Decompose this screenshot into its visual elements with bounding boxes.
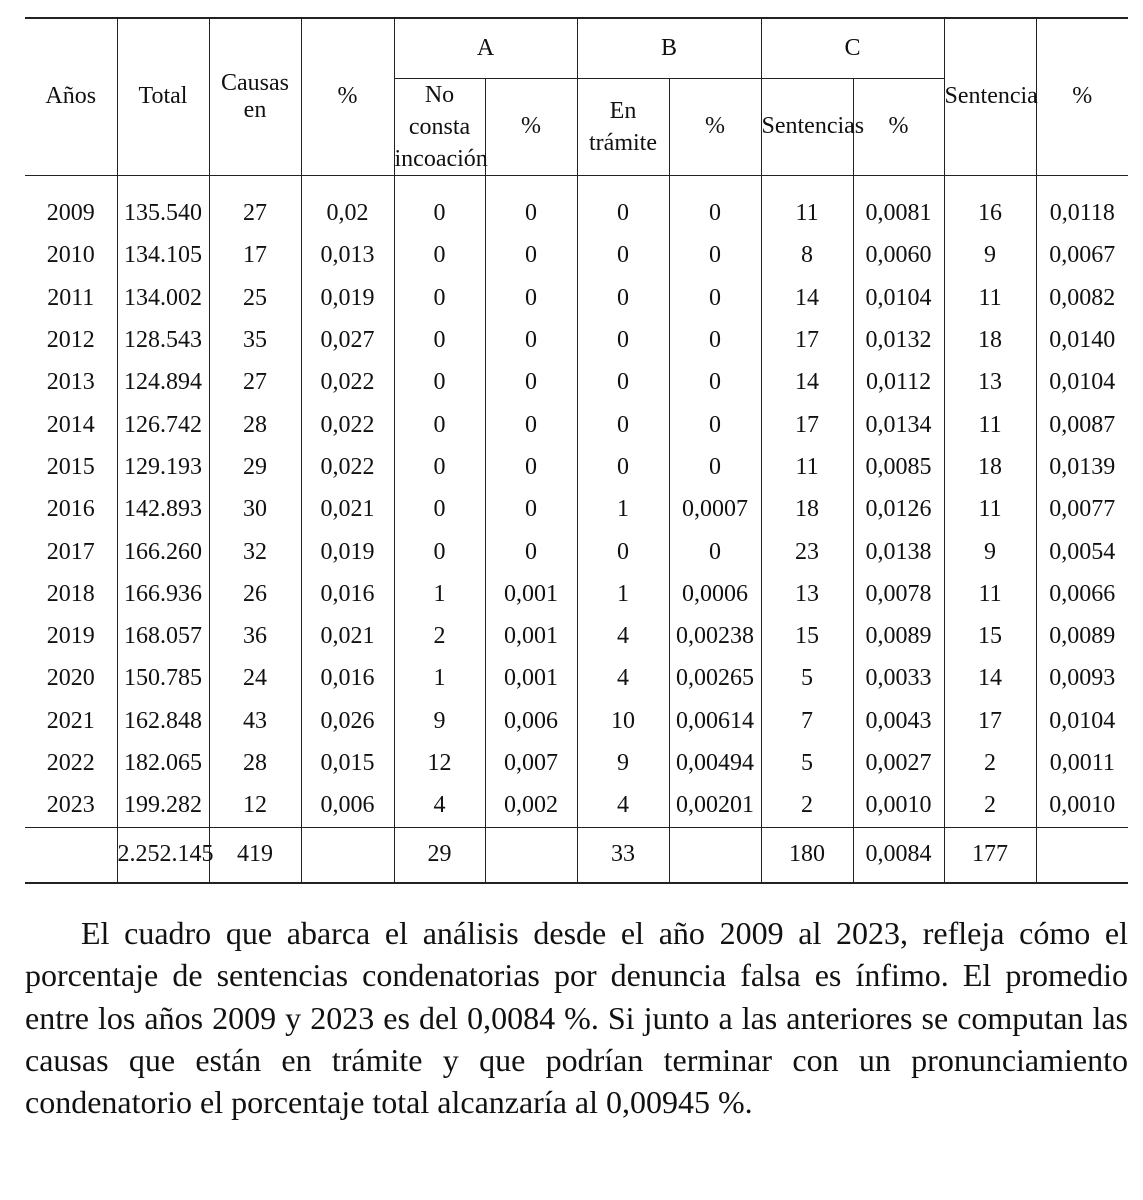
header-sentencias: Sentencias — [761, 78, 853, 175]
table-cell: 11 — [944, 277, 1036, 319]
table-cell: 4 — [577, 658, 669, 700]
table-cell: 0,0027 — [853, 742, 944, 784]
table-cell: 0,021 — [301, 489, 394, 531]
total-cell: 419 — [209, 827, 301, 883]
table-cell: 0,00265 — [669, 658, 761, 700]
table-cell: 12 — [209, 785, 301, 828]
table-cell: 5 — [761, 742, 853, 784]
table-cell: 0,0132 — [853, 319, 944, 361]
header-group-a: A — [394, 18, 577, 78]
table-cell: 0 — [485, 235, 577, 277]
table-cell: 0 — [485, 277, 577, 319]
header-sentencia-percent: % — [1036, 18, 1128, 175]
table-cell: 0,0054 — [1036, 531, 1128, 573]
table-cell: 0,0011 — [1036, 742, 1128, 784]
table-cell: 0 — [485, 319, 577, 361]
table-cell: 0,021 — [301, 615, 394, 657]
table-cell: 0 — [485, 446, 577, 488]
table-cell: 0 — [485, 531, 577, 573]
table-cell: 9 — [577, 742, 669, 784]
table-cell: 18 — [944, 446, 1036, 488]
table-cell: 24 — [209, 658, 301, 700]
table-cell: 2010 — [25, 235, 117, 277]
table-cell: 0 — [394, 531, 485, 573]
table-cell: 1 — [394, 658, 485, 700]
table-cell: 0 — [669, 193, 761, 235]
table-cell: 0,007 — [485, 742, 577, 784]
table-cell: 134.002 — [117, 277, 209, 319]
header-no-consta-incoacion — [394, 78, 488, 175]
table-cell: 0 — [394, 446, 485, 488]
table-cell: 0,001 — [485, 658, 577, 700]
table-row — [25, 277, 1128, 319]
table-cell: 0,0085 — [853, 446, 944, 488]
header-group-b: B — [577, 18, 761, 78]
table-row — [25, 489, 1128, 531]
table-cell: 14 — [944, 658, 1036, 700]
table-cell: 2023 — [25, 785, 117, 828]
table-cell: 0 — [394, 404, 485, 446]
table-cell: 0,0093 — [1036, 658, 1128, 700]
table-cell: 4 — [394, 785, 485, 828]
table-cell: 4 — [577, 785, 669, 828]
table-cell: 12 — [394, 742, 485, 784]
header-b-percent: % — [669, 78, 761, 175]
table-cell: 0 — [669, 362, 761, 404]
table-cell: 0,006 — [485, 700, 577, 742]
table-cell: 0 — [394, 489, 485, 531]
total-cell — [25, 827, 117, 883]
table-cell: 27 — [209, 362, 301, 404]
table-cell: 0 — [669, 319, 761, 361]
table-row — [25, 573, 1128, 615]
table-cell: 124.894 — [117, 362, 209, 404]
table-cell: 17 — [761, 404, 853, 446]
table-cell: 0 — [577, 362, 669, 404]
header-total: Total — [117, 18, 209, 175]
table-row — [25, 615, 1128, 657]
table-cell: 4 — [577, 615, 669, 657]
table-cell: 0 — [394, 319, 485, 361]
table-cell: 0,0139 — [1036, 446, 1128, 488]
table-cell: 15 — [761, 615, 853, 657]
table-cell: 0,0066 — [1036, 573, 1128, 615]
table-body — [25, 175, 1128, 827]
table-cell: 182.065 — [117, 742, 209, 784]
table-cell: 30 — [209, 489, 301, 531]
total-cell — [669, 827, 761, 883]
table-cell: 0 — [669, 235, 761, 277]
table-cell: 32 — [209, 531, 301, 573]
table-cell: 43 — [209, 700, 301, 742]
table-cell: 2016 — [25, 489, 117, 531]
table-cell: 134.105 — [117, 235, 209, 277]
total-cell: 0,0084 — [853, 827, 944, 883]
table-cell: 2021 — [25, 700, 117, 742]
table-cell: 2013 — [25, 362, 117, 404]
table-cell: 0,0118 — [1036, 193, 1128, 235]
header-years: Años — [25, 18, 117, 175]
table-cell: 0 — [577, 446, 669, 488]
table-cell: 0,019 — [301, 277, 394, 319]
table-cell: 0,0089 — [1036, 615, 1128, 657]
table-cell: 25 — [209, 277, 301, 319]
table-cell: 0,00238 — [669, 615, 761, 657]
table-cell: 0,019 — [301, 531, 394, 573]
table-cell: 0,001 — [485, 615, 577, 657]
body-paragraph — [25, 912, 1128, 1123]
table-cell: 0,0087 — [1036, 404, 1128, 446]
paragraph-text: El cuadro que abarca el análisis desde el año 2009 al 2023, refleja cómo el porcentaje de sentencias condenatorias por denuncia falsa es ínfimo. El promedio entre los años 2009 y 2023 es del 0,0084 %. Si junto a las anteriores se computan las causas que están en trámite y que podrían terminar con un pronunciamiento condenatorio el porcentaje total alcanzaría al 0,00945 %. — [25, 915, 1128, 1121]
table-cell: 0,0067 — [1036, 235, 1128, 277]
table-cell: 1 — [577, 489, 669, 531]
table-cell: 11 — [761, 446, 853, 488]
table-cell: 0,0112 — [853, 362, 944, 404]
table-cell: 0 — [577, 531, 669, 573]
header-percent: % — [301, 18, 394, 175]
table-cell: 0,0104 — [1036, 700, 1128, 742]
total-cell: 177 — [944, 827, 1036, 883]
table-cell: 0 — [577, 277, 669, 319]
table-cell: 199.282 — [117, 785, 209, 828]
table-cell: 28 — [209, 742, 301, 784]
table-cell: 2022 — [25, 742, 117, 784]
table-cell: 9 — [944, 235, 1036, 277]
table-cell: 0,00614 — [669, 700, 761, 742]
table-cell: 0,0077 — [1036, 489, 1128, 531]
table-row — [25, 362, 1128, 404]
table-row — [25, 531, 1128, 573]
table-cell: 0 — [394, 362, 485, 404]
table-cell: 16 — [944, 193, 1036, 235]
table-cell: 0,0104 — [1036, 362, 1128, 404]
table-cell: 7 — [761, 700, 853, 742]
table-cell: 0 — [394, 235, 485, 277]
table-cell: 26 — [209, 573, 301, 615]
table-cell: 135.540 — [117, 193, 209, 235]
table-cell: 27 — [209, 193, 301, 235]
table-cell: 0,006 — [301, 785, 394, 828]
table-cell: 2 — [761, 785, 853, 828]
totals-row — [25, 827, 1128, 883]
header-no-consta-line1: No consta — [408, 81, 471, 140]
table-cell: 0,0082 — [1036, 277, 1128, 319]
total-cell — [485, 827, 577, 883]
table-cell: 0,016 — [301, 573, 394, 615]
table-cell: 0,002 — [485, 785, 577, 828]
table-cell: 2 — [394, 615, 485, 657]
total-cell: 29 — [394, 827, 485, 883]
table-cell: 0 — [394, 277, 485, 319]
table-row — [25, 785, 1128, 828]
table-row — [25, 658, 1128, 700]
table-cell: 2015 — [25, 446, 117, 488]
total-cell: 180 — [761, 827, 853, 883]
table-cell: 0,00494 — [669, 742, 761, 784]
table-cell: 17 — [944, 700, 1036, 742]
table-cell: 2017 — [25, 531, 117, 573]
table-cell: 9 — [394, 700, 485, 742]
table-row — [25, 235, 1128, 277]
table-row — [25, 319, 1128, 361]
table-cell: 0,0010 — [853, 785, 944, 828]
table-cell: 0 — [485, 362, 577, 404]
table-cell: 0 — [669, 404, 761, 446]
spacer-row — [25, 175, 1128, 193]
table-cell: 166.260 — [117, 531, 209, 573]
table-cell: 1 — [577, 573, 669, 615]
table-cell: 142.893 — [117, 489, 209, 531]
table-row — [25, 446, 1128, 488]
table-row — [25, 742, 1128, 784]
table-cell: 126.742 — [117, 404, 209, 446]
table-cell: 168.057 — [117, 615, 209, 657]
table-cell: 0,026 — [301, 700, 394, 742]
table-cell: 2019 — [25, 615, 117, 657]
table-cell: 2 — [944, 785, 1036, 828]
table-cell: 0 — [577, 193, 669, 235]
table-cell: 2012 — [25, 319, 117, 361]
table-cell: 0,0140 — [1036, 319, 1128, 361]
header-sentencia: Sentencia — [944, 18, 1036, 175]
table-cell: 0,016 — [301, 658, 394, 700]
table-cell: 11 — [944, 489, 1036, 531]
table-cell: 0 — [577, 235, 669, 277]
table-cell: 0,0126 — [853, 489, 944, 531]
table-cell: 162.848 — [117, 700, 209, 742]
header-group-c: C — [761, 18, 944, 78]
table-cell: 13 — [944, 362, 1036, 404]
statistics-table — [25, 17, 1128, 884]
table-cell: 14 — [761, 362, 853, 404]
table-cell: 9 — [944, 531, 1036, 573]
total-cell — [301, 827, 394, 883]
table-cell: 0,0007 — [669, 489, 761, 531]
table-cell: 0,022 — [301, 404, 394, 446]
header-causas: Causas en — [209, 18, 301, 175]
table-cell: 0,027 — [301, 319, 394, 361]
table-cell: 29 — [209, 446, 301, 488]
table-cell: 17 — [209, 235, 301, 277]
table-cell: 0,0104 — [853, 277, 944, 319]
table-cell: 0,00201 — [669, 785, 761, 828]
table-cell: 8 — [761, 235, 853, 277]
table-cell: 11 — [761, 193, 853, 235]
table-cell: 14 — [761, 277, 853, 319]
table-cell: 128.543 — [117, 319, 209, 361]
table-cell: 2014 — [25, 404, 117, 446]
header-en-tramite-line2: trámite — [589, 129, 657, 156]
total-cell: 2.252.145 — [117, 827, 209, 883]
table-cell: 0 — [669, 277, 761, 319]
table-cell: 18 — [944, 319, 1036, 361]
table-cell: 17 — [761, 319, 853, 361]
table-cell: 0,015 — [301, 742, 394, 784]
table-cell: 0,0081 — [853, 193, 944, 235]
table-cell: 0 — [577, 319, 669, 361]
table-row — [25, 193, 1128, 235]
table-cell: 0 — [485, 193, 577, 235]
table-cell: 23 — [761, 531, 853, 573]
table-cell: 11 — [944, 573, 1036, 615]
table-header — [25, 18, 1128, 175]
table-cell: 1 — [394, 573, 485, 615]
total-cell: 33 — [577, 827, 669, 883]
table-row — [25, 700, 1128, 742]
table-cell: 0,0138 — [853, 531, 944, 573]
header-en-tramite — [577, 78, 669, 175]
table-cell: 2 — [944, 742, 1036, 784]
table-cell: 0,02 — [301, 193, 394, 235]
table-cell: 28 — [209, 404, 301, 446]
table-cell: 0,0134 — [853, 404, 944, 446]
table-cell: 0,0006 — [669, 573, 761, 615]
table-cell: 0 — [577, 404, 669, 446]
table-cell: 2011 — [25, 277, 117, 319]
table-cell: 13 — [761, 573, 853, 615]
table-cell: 0,0043 — [853, 700, 944, 742]
table-cell: 0,001 — [485, 573, 577, 615]
table-cell: 36 — [209, 615, 301, 657]
table-cell: 18 — [761, 489, 853, 531]
table-cell: 0 — [485, 489, 577, 531]
table-cell: 0 — [485, 404, 577, 446]
table-cell: 150.785 — [117, 658, 209, 700]
table-cell: 15 — [944, 615, 1036, 657]
table-cell: 0,0078 — [853, 573, 944, 615]
table-cell: 2020 — [25, 658, 117, 700]
header-a-percent: % — [485, 78, 577, 175]
table-cell: 0,0033 — [853, 658, 944, 700]
table-cell: 0 — [669, 446, 761, 488]
table-cell: 0,022 — [301, 446, 394, 488]
header-c-percent: % — [853, 78, 944, 175]
header-en-tramite-line1: En — [609, 97, 637, 124]
total-cell — [1036, 827, 1128, 883]
table-cell: 35 — [209, 319, 301, 361]
table-cell: 0,0060 — [853, 235, 944, 277]
table-cell: 10 — [577, 700, 669, 742]
table-cell: 2009 — [25, 193, 117, 235]
table-cell: 11 — [944, 404, 1036, 446]
table-cell: 0,0089 — [853, 615, 944, 657]
table-cell: 5 — [761, 658, 853, 700]
header-no-consta-line2: incoación — [394, 145, 488, 172]
table-cell: 0 — [394, 193, 485, 235]
table-cell: 2018 — [25, 573, 117, 615]
table-cell: 0 — [669, 531, 761, 573]
table-cell: 166.936 — [117, 573, 209, 615]
table-cell: 0,013 — [301, 235, 394, 277]
table-cell: 0,022 — [301, 362, 394, 404]
table-cell: 129.193 — [117, 446, 209, 488]
table-row — [25, 404, 1128, 446]
table-cell: 0,0010 — [1036, 785, 1128, 828]
